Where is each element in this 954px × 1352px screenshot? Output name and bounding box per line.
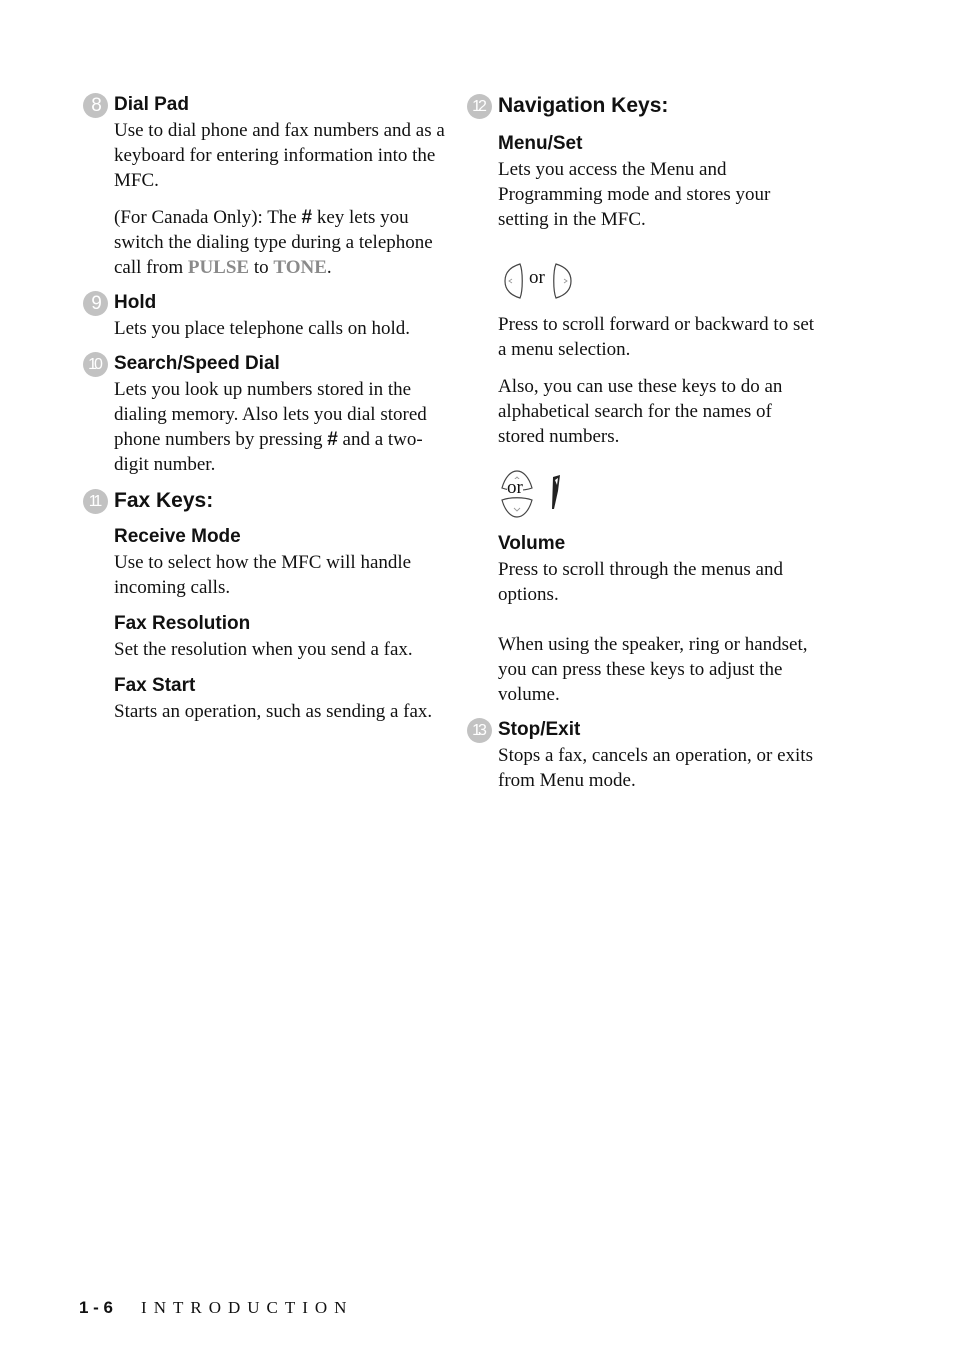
section-dial-pad [80, 92, 445, 280]
subsection-title: Fax Resolution [114, 613, 251, 634]
pulse-label: PULSE [187, 257, 250, 278]
item-number-badge: 8 [83, 93, 108, 118]
left-right-keys-figure [498, 262, 819, 302]
or-label: or [529, 267, 545, 288]
text-span: and a two-digit number. [114, 429, 423, 475]
section-title: Search/Speed Dial [114, 353, 280, 374]
text-span: key lets you switch the dialing type during a telephone call from [114, 207, 433, 278]
volume-key-icon [548, 475, 562, 511]
section-title: Hold [114, 292, 157, 313]
section-stop-exit [464, 717, 819, 793]
page-footer [79, 1298, 353, 1318]
section-text: Use to dial phone and fax numbers and as a keyboard for entering information into the MFC. [114, 120, 445, 191]
item-number-badge: 11 [83, 489, 108, 514]
down-arrow-key-icon [500, 497, 534, 519]
section-navigation-keys [464, 92, 819, 707]
section-fax-keys [80, 487, 445, 724]
item-number-badge: 10 [83, 352, 108, 377]
subsection-title: Volume [498, 533, 566, 554]
section-title: Navigation Keys: [498, 94, 669, 117]
left-column [80, 92, 445, 724]
section-hold [80, 290, 445, 341]
item-number-badge: 12 [467, 94, 492, 119]
section-title: Dial Pad [114, 94, 189, 115]
hash-key-symbol: # [327, 429, 338, 450]
section-title: Fax Keys: [114, 489, 214, 512]
section-text [114, 205, 445, 280]
text-span: Lets you look up numbers stored in the dialing memory. Also lets you dial stored phone numbers by pressing [114, 379, 427, 450]
text-span: . [326, 257, 332, 278]
section-text: Stops a fax, cancels an operation, or exits from Menu mode. [498, 745, 813, 791]
subsection-text: Also, you can use these keys to do an alphabetical search for the names of stored numbers. [498, 376, 783, 447]
section-text: Lets you place telephone calls on hold. [114, 318, 410, 339]
right-arrow-key-icon [552, 263, 574, 299]
subsection-text: Press to scroll through the menus and options. [498, 559, 783, 605]
right-column [464, 92, 819, 793]
subsection-text: Press to scroll forward or backward to set a menu selection. [498, 314, 815, 360]
subsection-title: Menu/Set [498, 133, 583, 154]
section-search-speed-dial [80, 351, 445, 477]
up-down-volume-keys-figure [498, 469, 819, 521]
text-span: (For Canada Only): The [114, 207, 302, 228]
subsection-text: When using the speaker, ring or handset, you can press these keys to adjust the volume. [498, 634, 808, 705]
chapter-title: INTRODUCTION [141, 1298, 354, 1317]
tone-label: TONE [273, 257, 327, 278]
subsection-text: Starts an operation, such as sending a fax. [114, 701, 433, 722]
left-arrow-key-icon [502, 263, 524, 299]
subsection-text: Lets you access the Menu and Programming mode and stores your setting in the MFC. [498, 159, 771, 230]
page-number: 1 - 6 [79, 1298, 114, 1317]
item-number-badge: 9 [83, 291, 108, 316]
subsection-title: Fax Start [114, 675, 196, 696]
hash-key-symbol: # [301, 207, 313, 228]
section-title: Stop/Exit [498, 719, 581, 740]
text-span: to [249, 257, 274, 278]
item-number-badge: 13 [467, 718, 492, 743]
subsection-text: Set the resolution when you send a fax. [114, 639, 413, 660]
subsection-title: Receive Mode [114, 526, 241, 547]
or-label: or [507, 477, 523, 498]
subsection-text: Use to select how the MFC will handle incoming calls. [114, 552, 412, 598]
section-text [114, 377, 445, 477]
